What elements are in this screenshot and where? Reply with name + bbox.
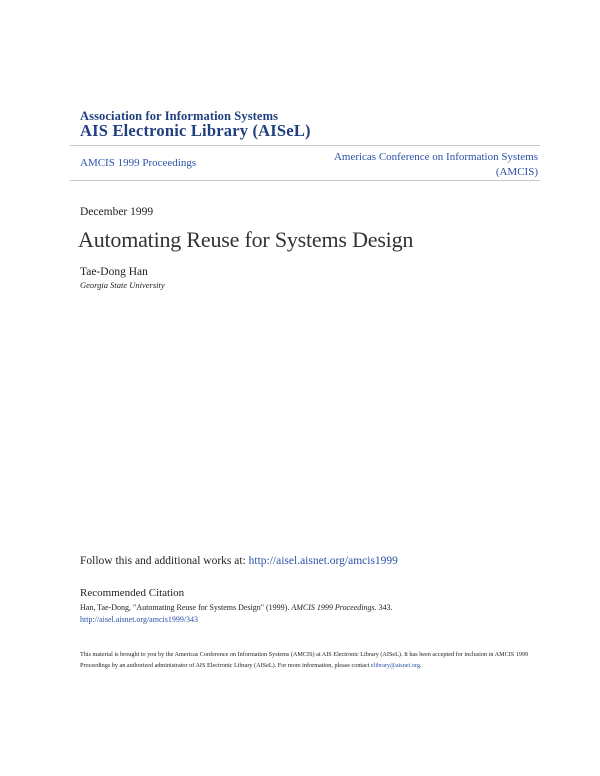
author-affiliation: Georgia State University xyxy=(80,280,165,290)
library-name[interactable]: AIS Electronic Library (AISeL) xyxy=(80,121,311,140)
notice-text: This material is brought to you by the Americas Conference on Information Systems (AMCIS) at AIS Electronic Library (AISeL). It has been accepted for inclusion in AMCIS 1999 Proceedings by an authorized administrator of AIS Electronic Library (AISeL). For more information, please contact xyxy=(80,651,529,669)
header-divider-bottom xyxy=(70,180,540,181)
access-notice xyxy=(80,650,530,671)
follow-line xyxy=(80,555,398,567)
citation-text xyxy=(80,602,540,625)
follow-url-link[interactable]: http://aisel.aisnet.org/amcis1999 xyxy=(248,555,398,567)
proceedings-link[interactable]: AMCIS 1999 Proceedings xyxy=(80,157,197,169)
header-divider-top xyxy=(70,145,540,146)
citation-url-link[interactable]: http://aisel.aisnet.org/amcis1999/343 xyxy=(80,614,199,624)
publication-date: December 1999 xyxy=(80,206,154,218)
author-name: Tae-Dong Han xyxy=(80,266,148,278)
citation-end: . 343. xyxy=(374,603,393,612)
follow-text: Follow this and additional works at: xyxy=(80,555,249,567)
conference-line-2: (AMCIS) xyxy=(495,165,538,178)
recommended-citation-heading: Recommended Citation xyxy=(80,587,185,599)
conference-line-1: Americas Conference on Information Systems xyxy=(333,151,538,163)
paper-title: Automating Reuse for Systems Design xyxy=(78,227,414,252)
conference-link[interactable] xyxy=(298,150,538,179)
contact-email-link[interactable]: elibrary@aisnet.org xyxy=(370,661,420,669)
notice-end: . xyxy=(419,661,422,669)
citation-source: AMCIS 1999 Proceedings xyxy=(291,603,375,612)
citation-start: Han, Tae-Dong, "Automating Reuse for Systems Design" (1999). xyxy=(80,603,292,612)
organization-name[interactable]: Association for Information Systems xyxy=(80,109,279,123)
